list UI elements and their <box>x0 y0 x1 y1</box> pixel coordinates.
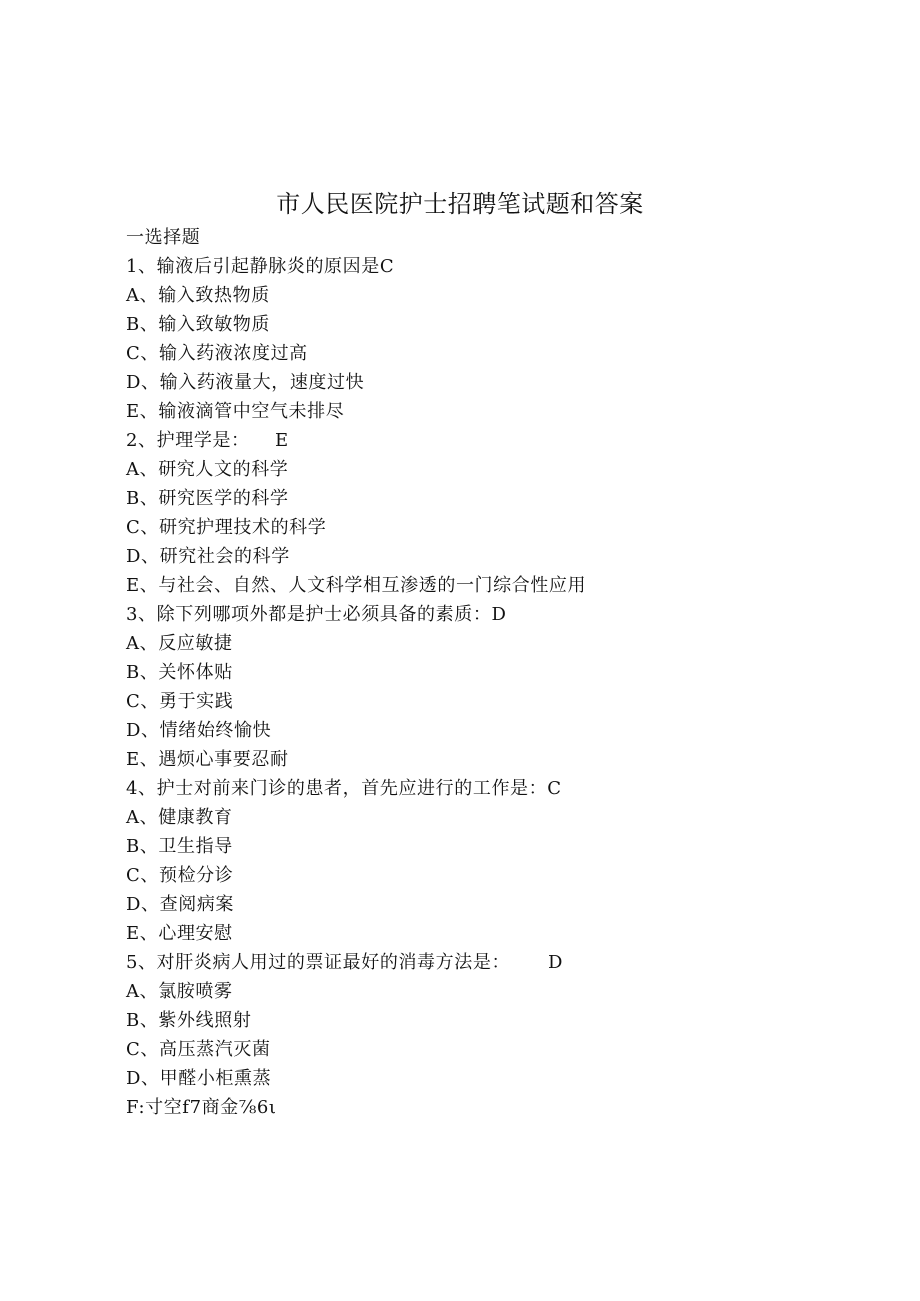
option-line: B、关怀体贴 <box>126 662 233 683</box>
option-line: A、输入致热物质 <box>126 285 270 306</box>
option-line: E、心理安慰 <box>126 923 233 944</box>
question-5: 5、对肝炎病人用过的票证最好的消毒方法是： D <box>126 952 564 973</box>
question-1: 1、输液后引起静脉炎的原因是C <box>126 256 395 277</box>
option-line: E、输液滴管中空气未排尽 <box>126 401 345 422</box>
option-line: C、输入药液浓度过高 <box>126 343 308 364</box>
option-line: B、输入致敏物质 <box>126 314 271 335</box>
option-line: D、查阅病案 <box>126 894 235 915</box>
option-line: E、与社会、自然、人文科学相互渗透的一门综合性应用 <box>126 575 587 596</box>
option-line: A、研究人文的科学 <box>126 459 289 480</box>
option-line: C、研究护理技术的科学 <box>126 517 327 538</box>
question-2: 2、护理学是： E <box>126 430 289 451</box>
option-line: E、遇烦心事要忍耐 <box>126 749 289 770</box>
option-line: D、研究社会的科学 <box>126 546 290 567</box>
option-line: D、甲醛小柜熏蒸 <box>126 1068 272 1089</box>
section-heading: 一选择题 <box>126 227 201 248</box>
option-line: D、输入药液量大，速度过快 <box>126 372 365 393</box>
option-line: C、预检分诊 <box>126 865 234 886</box>
option-line: B、紫外线照射 <box>126 1010 252 1031</box>
option-line: A、氯胺喷雾 <box>126 981 233 1002</box>
option-line: A、健康教育 <box>126 807 233 828</box>
option-line: C、高压蒸汽灭菌 <box>126 1039 271 1060</box>
garbled-option-line: F:寸空f7商金⅞6ι <box>126 1097 277 1118</box>
document-title: 市人民医院护士招聘笔试题和答案 <box>276 190 644 218</box>
question-list <box>126 223 586 1122</box>
option-line: B、卫生指导 <box>126 836 233 857</box>
option-line: C、勇于实践 <box>126 691 234 712</box>
option-line: D、情绪始终愉快 <box>126 720 272 741</box>
question-4: 4、护士对前来门诊的患者，首先应进行的工作是：C <box>126 778 562 799</box>
option-line: A、反应敏捷 <box>126 633 233 654</box>
option-line: B、研究医学的科学 <box>126 488 289 509</box>
question-3: 3、除下列哪项外都是护士必须具备的素质：D <box>126 604 507 625</box>
